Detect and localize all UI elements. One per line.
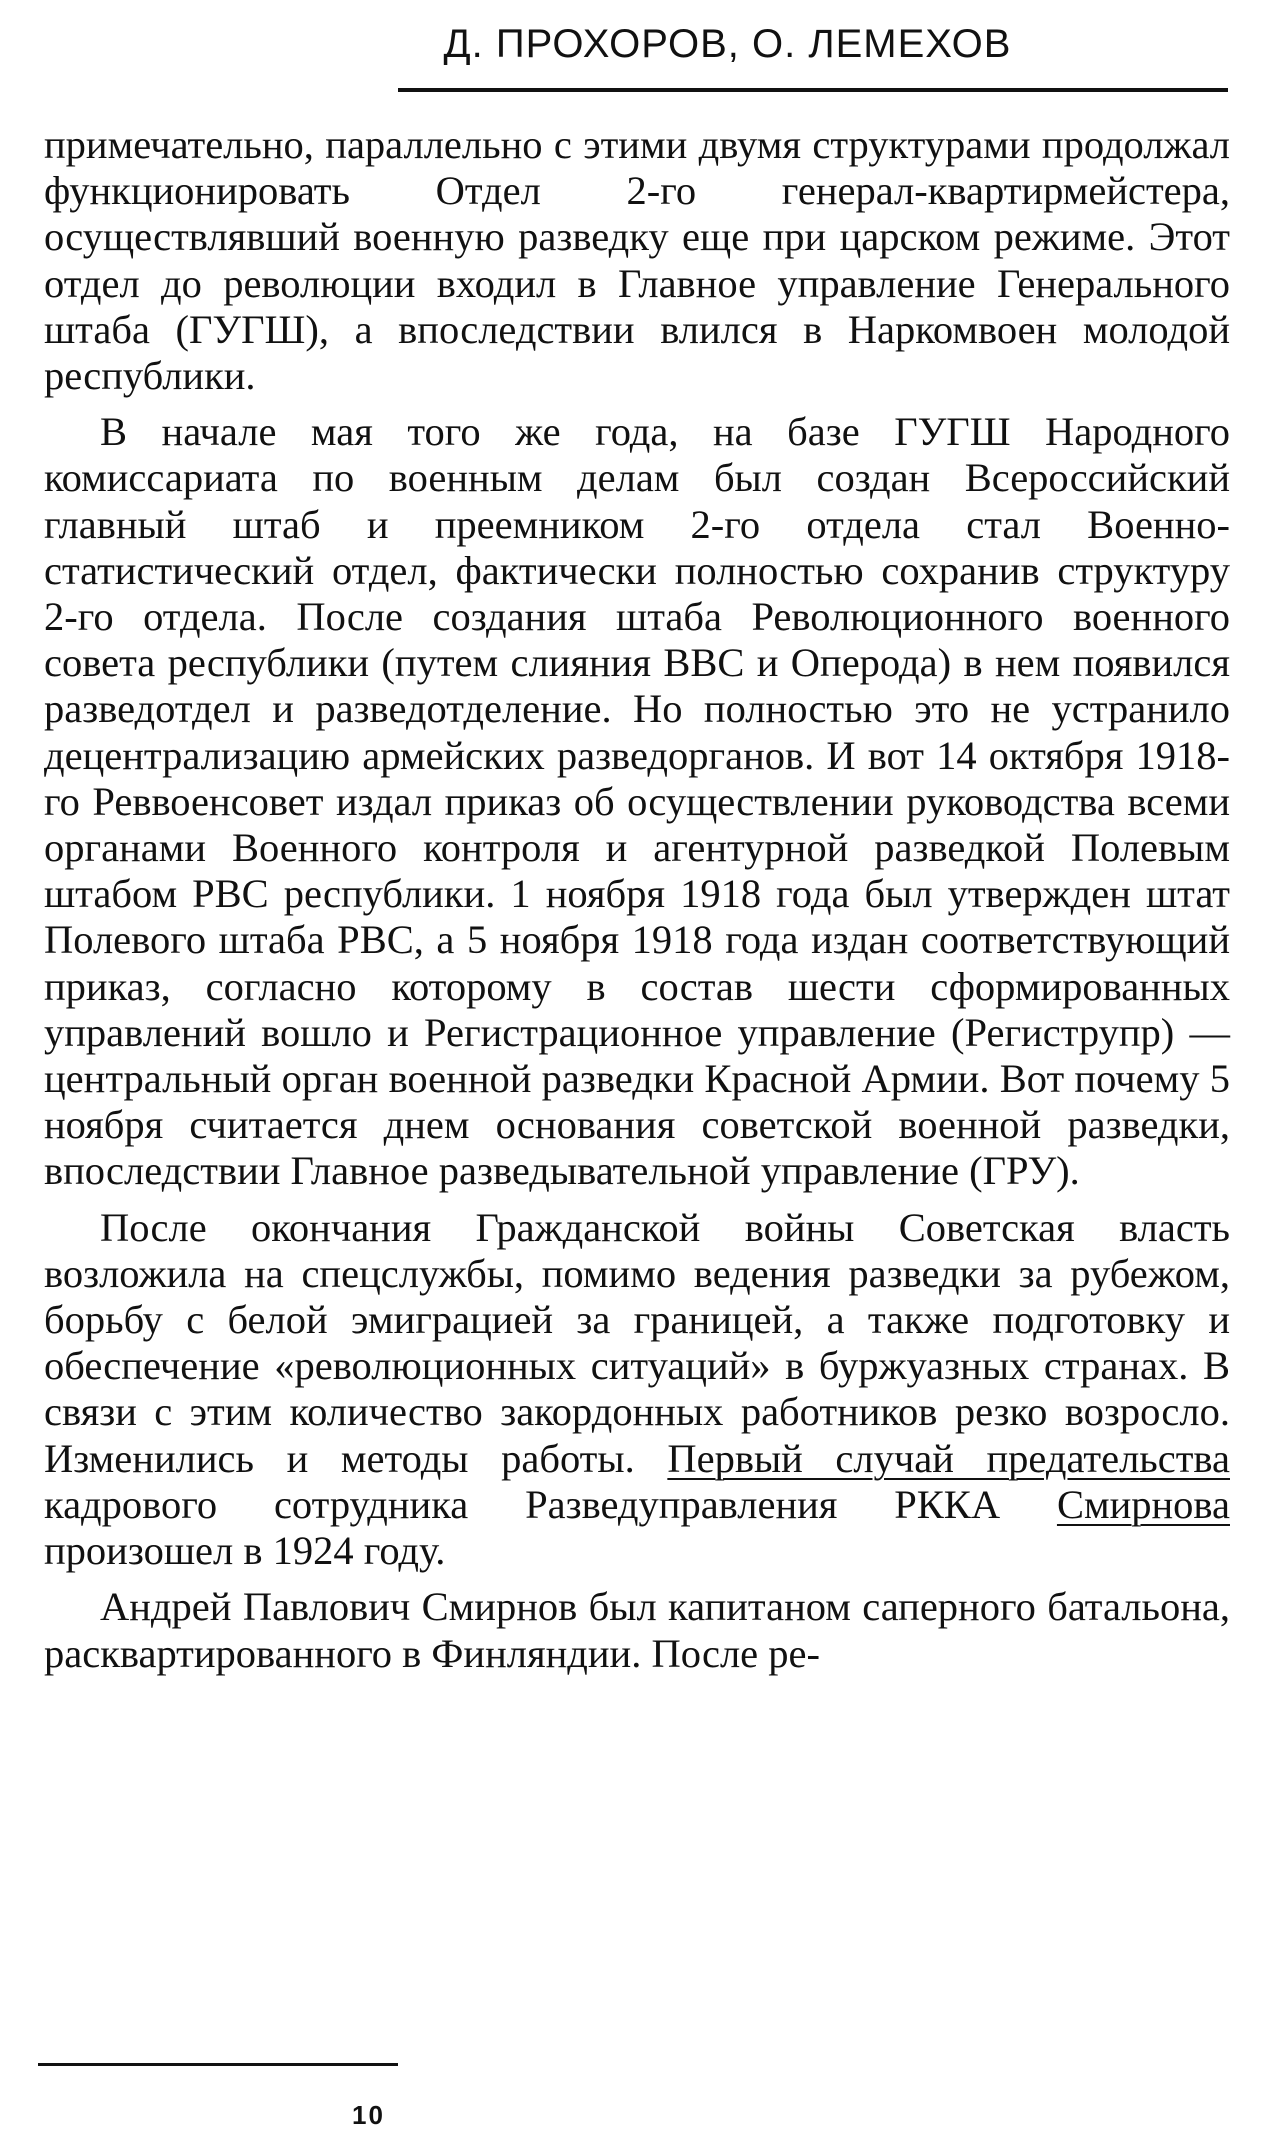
paragraph-1: примечательно, параллельно с этими двумя структурами продолжал функционировать Отдел 2-го генерал-квартирмейстера, осуществлявший военную разведку еще при царском режиме. Этот отдел до революции входил в Главное управление Генерального штаба (ГУГШ), а впоследствии влился в Наркомвоен молодой республики. — [44, 122, 1230, 399]
page-number: 10 — [352, 2100, 385, 2130]
underlined-phrase-betrayal: Первый случай предательства — [667, 1435, 1230, 1481]
paragraph-2: В начале мая того же года, на базе ГУГШ Народного комиссариата по военным делам был создан Всероссийский главный штаб и преемником 2-го отдела стал Военно-статистический отдел, фактически полностью сохранив структуру 2-го отдела. После создания штаба Революционного военного совета республики (путем слияния ВВС и Оперода) в нем появился разведотдел и разведотделение. Но полностью это не устранило децентрализацию армейских разведорганов. И вот 14 октября 1918-го Реввоенсовет издал приказ об осуществлении руководства всеми органами Военного контроля и агентурной разведкой Полевым штабом РВС республики. 1 ноября 1918 года был утвержден штат Полевого штаба РВС, а 5 ноября 1918 года издан соответствующий приказ, согласно которому в состав шести сформированных управлений вошло и Регистрационное управление (Региструпр) — центральный орган военной разведки Красной Армии. Вот почему 5 ноября считается днем основания советской военной разведки, впоследствии Главное разведывательной управление (ГРУ). — [44, 409, 1230, 1194]
header-rule — [398, 88, 1228, 92]
paragraph-3-text-a: После окончания Гражданской войны Советская власть возложила на спецслужбы, помимо ведения разведки за рубежом, борьбу с белой эмиграцией за границей, а также подготовку и обеспечение «революционных ситуаций» в буржуазных странах. В связи с этим количество закордонных работников резко возросло. Изменились и методы работы. — [44, 1204, 1230, 1481]
paragraph-3-text-c: произошел в 1924 году. — [44, 1528, 446, 1574]
paragraph-3 — [44, 1205, 1230, 1575]
underlined-name-smirnov: Смирнова — [1056, 1481, 1230, 1527]
paragraph-4: Андрей Павлович Смирнов был капитаном саперного батальона, расквартированного в Финляндии. После ре- — [44, 1584, 1230, 1676]
running-header: Д. ПРОХОРОВ, О. ЛЕМЕХОВ — [443, 22, 1012, 66]
footnote-rule — [38, 2063, 398, 2066]
body-text — [44, 122, 1230, 1677]
paragraph-3-text-b: кадрового сотрудника Разведуправления РККА — [44, 1481, 1057, 1527]
